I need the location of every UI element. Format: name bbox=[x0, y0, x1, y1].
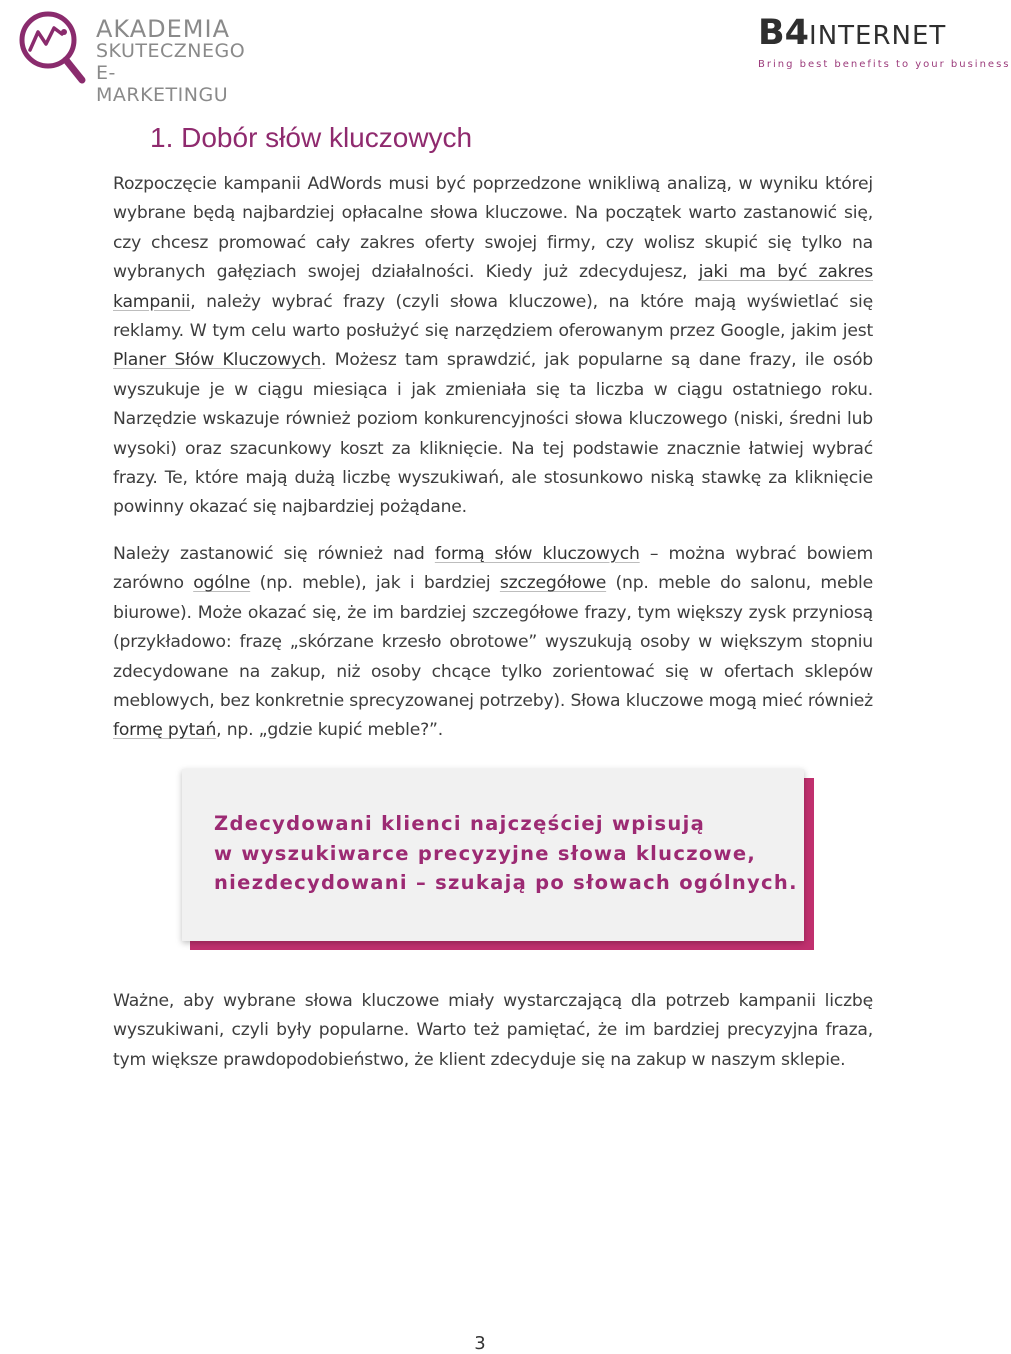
text-run: , np. „gdzie kupić meble?”. bbox=[216, 720, 443, 741]
quote-text bbox=[214, 809, 798, 898]
brand-internet: INTERNET bbox=[809, 21, 947, 51]
quote-line-3: niezdecydowani – szukają po słowach ogólnych. bbox=[214, 871, 798, 894]
text-run: Rozpoczęcie kampanii AdWords musi być poprzedzone wnikliwą analizą, w wyniku której wybrane będą najbardziej opłacalne słowa kluczowe. Na początek warto zastanowić się, czy chcesz promować cały zakres oferty swojej firmy, czy wolisz skupić się tylko na wybranych gałęziach swojej działalności. Kiedy już zdecydujesz, bbox=[113, 174, 873, 283]
logo-line-akademia: AKADEMIA bbox=[96, 15, 230, 43]
page-number: 3 bbox=[474, 1333, 486, 1354]
text-run: Należy zastanowić się również nad bbox=[113, 544, 435, 564]
paragraph-intro bbox=[113, 170, 873, 523]
logo-line-emarketingu: E-MARKETINGU bbox=[96, 62, 229, 106]
quote-line-1: Zdecydowani klienci najczęściej wpisują bbox=[214, 812, 706, 835]
logo-line-skutecznego: SKUTECZNEGO bbox=[96, 40, 246, 62]
quote-box bbox=[182, 769, 804, 941]
paragraph-popularnosc: Ważne, aby wybrane słowa kluczowe miały wystarczającą dla potrzeb kampanii liczbę wyszukiwani, czyli były popularne. Warto też pamiętać, że im bardziej precyzyjna fraza, tym większe prawdopodobieństwo, że klient zdecyduje się na zakup w naszym sklepie. bbox=[113, 991, 873, 1070]
text-run: – można wybrać bowiem zarówno bbox=[113, 544, 873, 594]
b4internet-wordmark bbox=[758, 14, 954, 55]
paragraph-forma-slow bbox=[113, 540, 873, 746]
link-szczegolowe[interactable]: szczegółowe bbox=[499, 573, 607, 594]
link-forme-pytan[interactable]: formę pytań bbox=[113, 720, 217, 741]
link-planer-slow-kluczowych[interactable]: Planer Słów Kluczowych bbox=[113, 350, 322, 371]
brand-tagline: Bring best benefits to your business bbox=[758, 59, 1011, 70]
magnifier-chart-icon bbox=[16, 8, 94, 88]
link-zakres-kampanii[interactable]: jaki ma być zakres kampanii bbox=[113, 262, 874, 312]
text-run: (np. meble do salonu, meble biurowe). Może okazać się, że im bardziej szczegółowe frazy, tym większy zysk przyniosą (przykładowo: frazę „skórzane krzesło obrotowe” wyszukują osoby w większym stopniu zdecydowane na zakup, niż osoby chcące tylko zorientować się w ofertach sklepów meblowych, bez konkretnie sprecyzowanej potrzeby). Słowa kluczowe mogą mieć również bbox=[113, 573, 873, 712]
link-ogolne[interactable]: ogólne bbox=[193, 573, 251, 594]
quote-line-2: w wyszukiwarce precyzyjne słowa kluczowe, bbox=[214, 841, 757, 865]
akademia-logo bbox=[16, 8, 246, 106]
link-forma-slow-kluczowych[interactable]: formą słów kluczowych bbox=[434, 544, 640, 564]
text-run: , należy wybrać frazy (czyli słowa kluczowe), na które mają wyświetlać się reklamy. W tym celu warto posłużyć się narzędziem oferowanym przez Google, jakim jest bbox=[113, 291, 873, 342]
section-heading: 1. Dobór słów kluczowych bbox=[150, 122, 473, 153]
text-run: . Możesz tam sprawdzić, jak popularne są dane frazy, ile osób wyszukuje je w ciągu miesiąca i jak zmieniała się ta liczba w ciągu ostatniego roku. Narzędzie wskazuje również poziom konkurencyjności słowa kluczowego (niski, średni lub wysoki) oraz szacunkowy koszt za kliknięcie. Na tej podstawie znacznie łatwiej wybrać frazy. Te, które mają dużą liczbę wyszukiwań, ale stosunkowo niską stawkę za kliknięcie powinny okazać się najbardziej pożądane. bbox=[113, 350, 873, 518]
b4internet-logo bbox=[758, 13, 1011, 76]
brand-b4: B4 bbox=[758, 13, 810, 53]
text-run: (np. meble), jak i bardziej bbox=[250, 573, 500, 594]
